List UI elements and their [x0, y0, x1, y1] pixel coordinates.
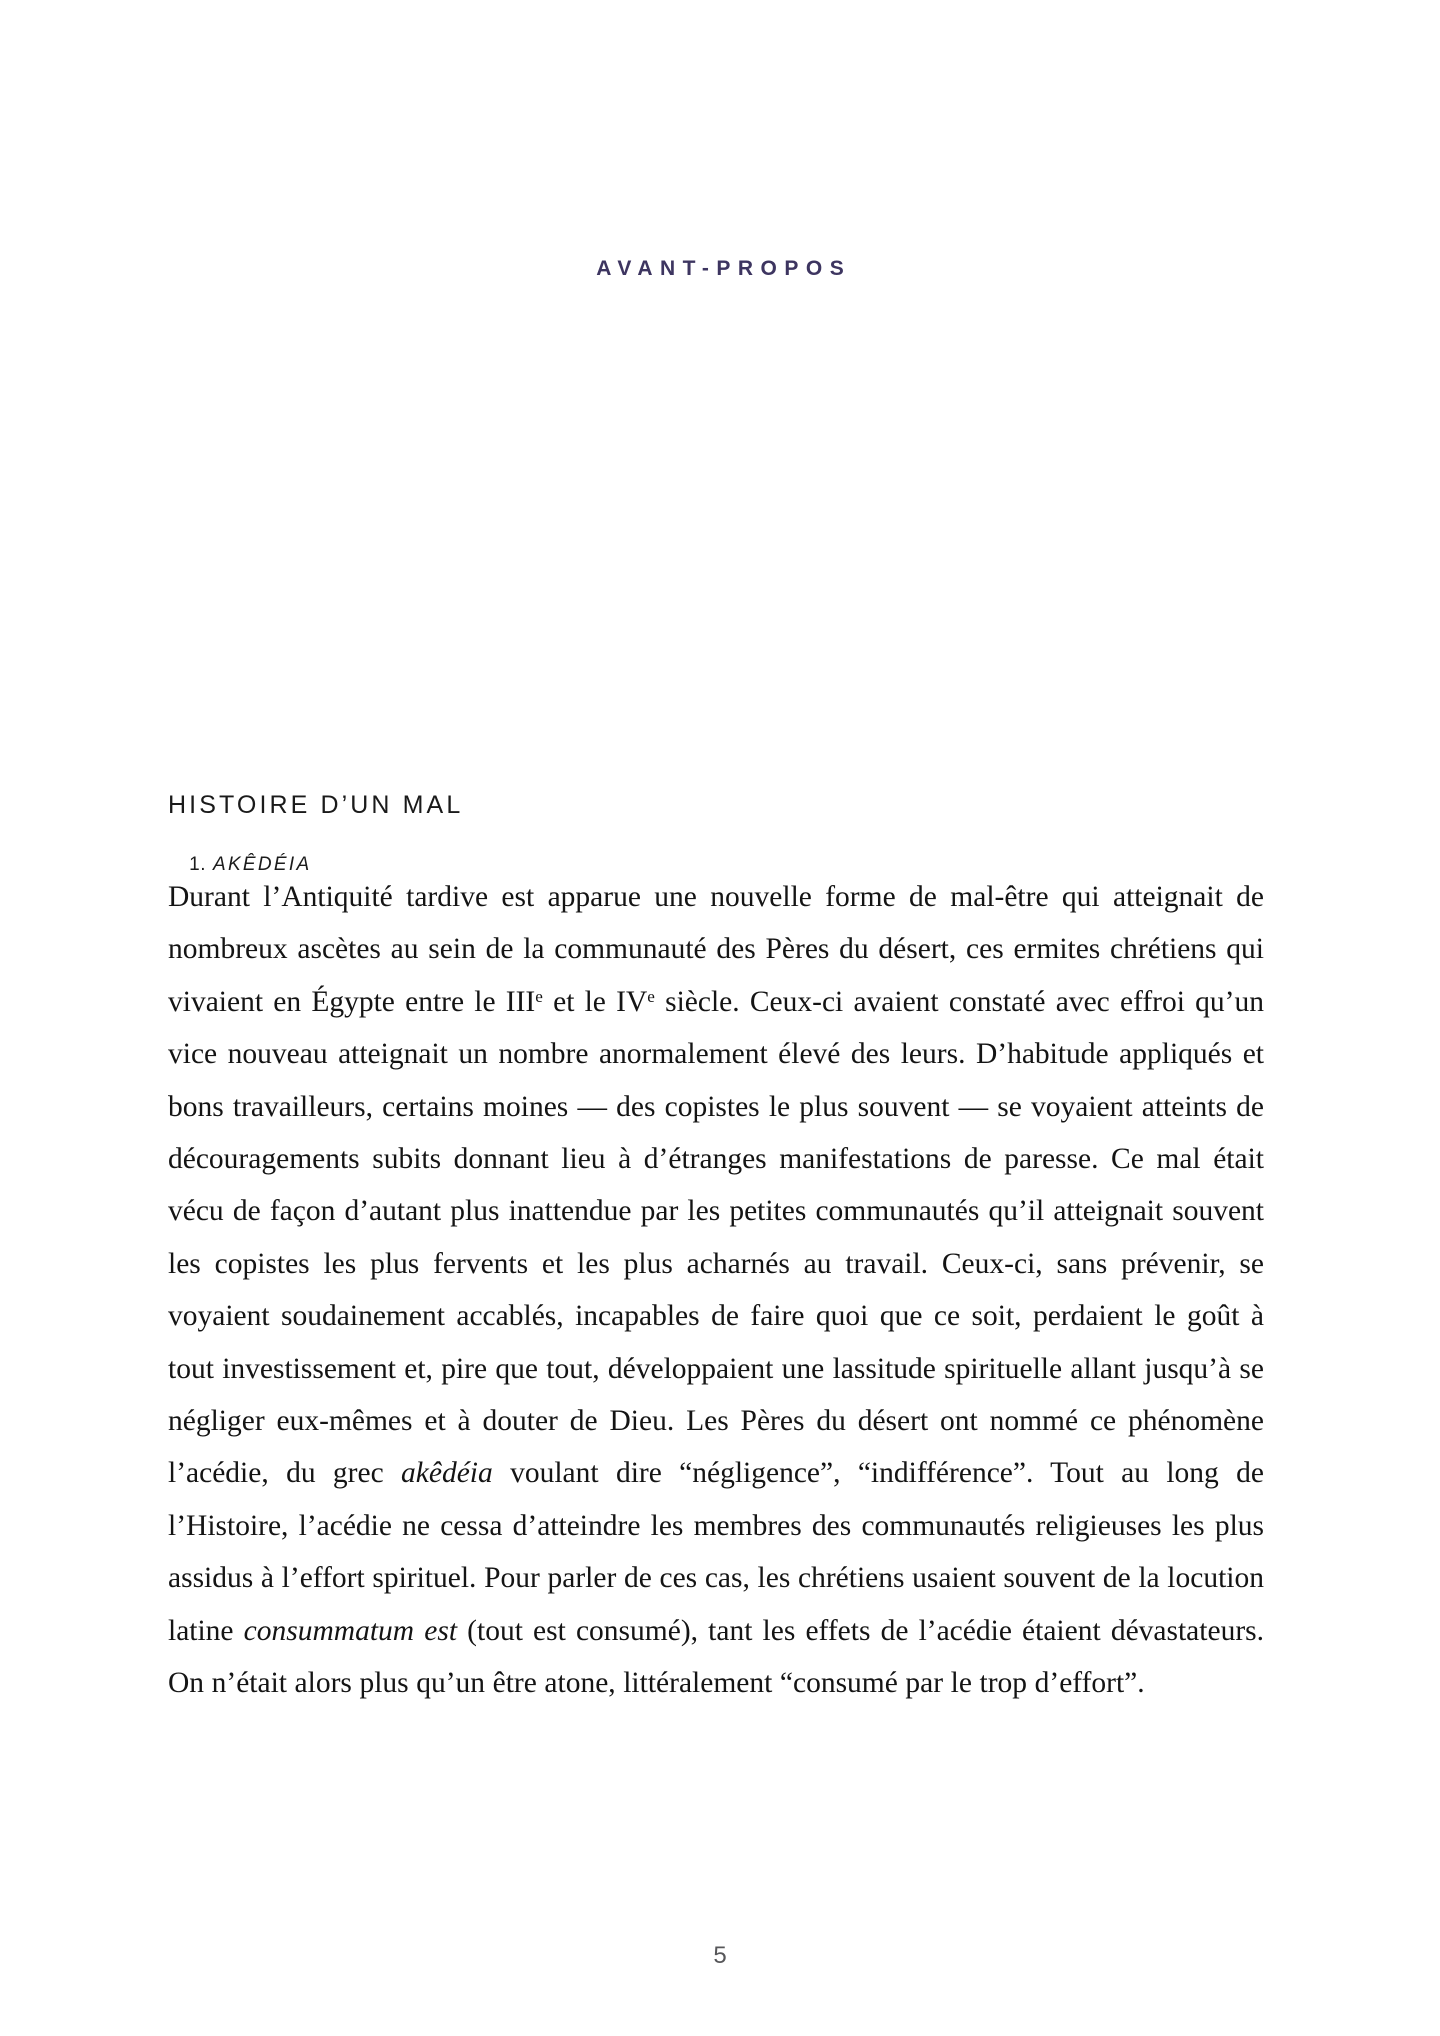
emphasized-term: akêdéia: [401, 1457, 493, 1490]
body-paragraph: Durant l’Antiquité tardive est apparue une nouvelle forme de mal-être qui atteignait de nombreux ascètes au sein de la communauté des Pères du désert, ces ermites chrétiens qui vivaient en Égypte entre le IIIe et le IVe siècle. Ceux-ci avaient constaté avec effroi qu’un vice nouveau atteignait un nombre anormalement élevé des leurs. D’habitude appliqués et bons travailleurs, certains moines — des copistes le plus souvent — se voyaient atteints de découragements subits donnant lieu à d’étranges manifestations de paresse. Ce mal était vécu de façon d’autant plus inattendue par les petites communautés qu’il atteignait souvent les copistes les plus fervents et les plus acharnés au travail. Ceux-ci, sans prévenir, se voyaient soudainement accablés, incapables de faire quoi que ce soit, perdaient le goût à tout investissement et, pire que tout, développaient une lassitude spirituelle allant jusqu’à se négliger eux-mêmes et à douter de Dieu. Les Pères du désert ont nommé ce phénomène l’acédie, du grec akêdéia voulant dire “négligence”, “indifférence”. Tout au long de l’Histoire, l’acédie ne cessa d’atteindre les membres des communautés religieuses les plus assidus à l’effort spirituel. Pour parler de ces cas, les chrétiens usaient souvent de la locution latine consummatum est (tout est consumé), tant les effets de l’acédie étaient dévastateurs. On n’était alors plus qu’un être atone, littéralement “consumé par le trop d’effort”.: [168, 881, 1265, 1700]
subsection-number: 1.: [189, 854, 206, 875]
ordinal-superscript: e: [647, 986, 655, 1006]
chapter-label: AVANT-PROPOS: [596, 257, 852, 280]
section-heading: HISTOIRE D’UN MAL: [168, 790, 464, 819]
emphasized-term: consummatum est: [243, 1614, 458, 1647]
body-text-block: [168, 871, 1264, 1710]
page-number: 5: [713, 1942, 727, 1969]
subsection-term: AKÊDÉIA: [212, 854, 312, 875]
ordinal-superscript: e: [535, 986, 543, 1006]
